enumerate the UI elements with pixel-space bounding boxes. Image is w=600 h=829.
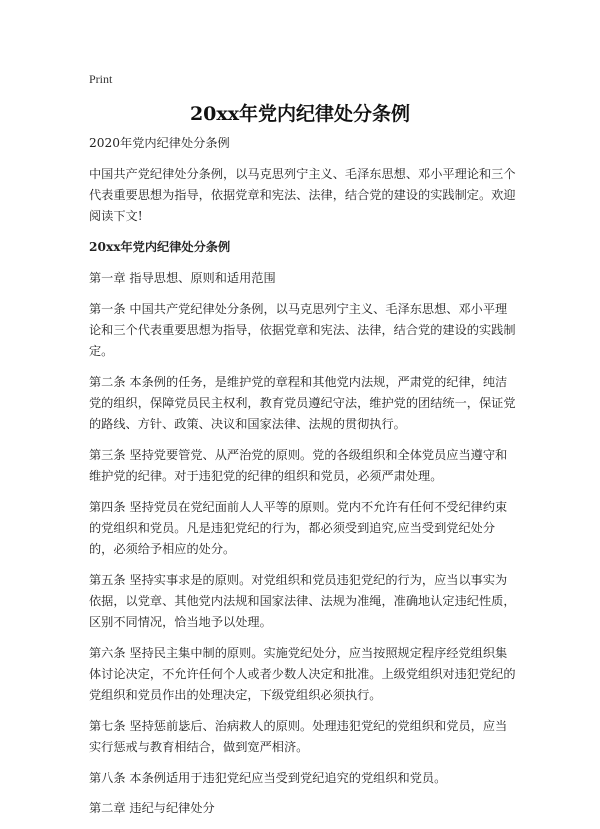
article-2: 第二条 本条例的任务，是维护党的章程和其他党内法规，严肃党的纪律，纯洁党的组织，保障党员民主权利，教育党员遵纪守法，维护党的团结统一，保证党的路线、方针、政策、决议和国家法律、法规的贯彻执行。 bbox=[89, 375, 516, 431]
chapter-1-heading: 第一章 指导思想、原则和适用范围 bbox=[89, 271, 276, 285]
article-6: 第六条 坚持民主集中制的原则。实施党纪处分，应当按照规定程序经党组织集体讨论决定，不允许任何个人或者少数人决定和批准。上级党组织对违犯党纪的党组织和党员作出的处理决定，下级党组织必须执行。 bbox=[89, 646, 516, 702]
subtitle-paragraph: 2020年党内纪律处分条例 bbox=[89, 136, 230, 150]
document-title: 20xx年党内纪律处分条例 bbox=[189, 103, 411, 125]
article-3: 第三条 坚持党要管党、从严治党的原则。党的各级组织和全体党员应当遵守和维护党的纪律。对于违犯党的纪律的组织和党员，必须严肃处理。 bbox=[89, 448, 508, 483]
chapter-2-heading: 第二章 违纪与纪律处分 bbox=[89, 801, 215, 815]
section-heading: 20xx年党内纪律处分条例 bbox=[89, 240, 231, 254]
article-8: 第八条 本条例适用于违犯党纪应当受到党纪追究的党组织和党员。 bbox=[89, 771, 447, 785]
intro-paragraph: 中国共产党纪律处分条例，以马克思列宁主义、毛泽东思想、邓小平理论和三个代表重要思想为指导，依据党章和宪法、法律，结合党的建设的实践制定。欢迎阅读下文! bbox=[89, 167, 516, 223]
article-4: 第四条 坚持党员在党纪面前人人平等的原则。党内不允许有任何不受纪律约束的党组织和党员。凡是违犯党纪的行为，都必须受到追究,应当受到党纪处分的，必须给予相应的处分。 bbox=[89, 500, 508, 556]
article-1: 第一条 中国共产党纪律处分条例，以马克思列宁主义、毛泽东思想、邓小平理论和三个代表重要思想为指导，依据党章和宪法、法律，结合党的建设的实践制定。 bbox=[89, 302, 516, 358]
article-5: 第五条 坚持实事求是的原则。对党组织和党员违犯党纪的行为，应当以事实为依据，以党章、其他党内法规和国家法律、法规为准绳，准确地认定违纪性质，区别不同情况，恰当地予以处理。 bbox=[89, 573, 516, 629]
article-7: 第七条 坚持惩前毖后、治病救人的原则。处理违犯党纪的党组织和党员，应当实行惩戒与教育相结合，做到宽严相济。 bbox=[89, 719, 508, 754]
print-label: Print bbox=[89, 72, 113, 86]
document-body bbox=[89, 133, 517, 829]
